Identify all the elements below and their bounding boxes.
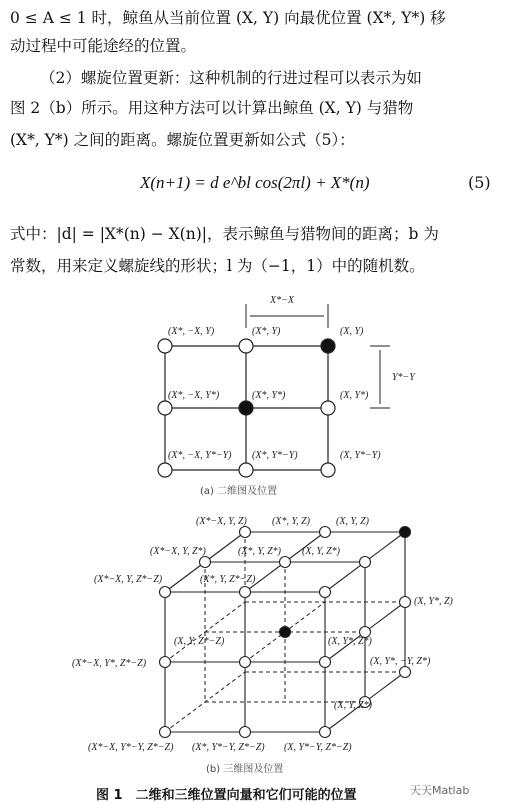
figure-caption: 图 1 二维和三维位置向量和它们可能的位置 [96, 788, 357, 803]
paragraph-line: 图 2（b）所示。用这种方法可以计算出鲸鱼 (X, Y) 与猎物 [10, 99, 414, 117]
node-label: (X*, Y*−Y, Z*−Z) [192, 742, 265, 753]
node-label: (X, Y*, Z) [414, 596, 453, 607]
node-label: (X*, Y*) [252, 390, 286, 401]
node-label: (X*, Y, Z*−Z) [200, 574, 256, 585]
dim-side-label: Y*−Y [392, 372, 415, 383]
node-label: (X*, Y, Z*) [238, 546, 281, 557]
node-label: (X, Y) [340, 326, 364, 337]
node-label: (X*, −X, Y*) [168, 390, 220, 401]
paragraph-line: 常数，用来定义螺旋线的形状；l 为（−1，1）中的随机数。 [10, 257, 425, 275]
paragraph-line: （2）螺旋位置更新：这种机制的行进过程可以表示为如 [40, 69, 422, 87]
watermark: 天天Matlab [410, 784, 470, 797]
paragraph-line: 动过程中可能途经的位置。 [10, 37, 197, 55]
node-label: (X*−X, Y, Z*−Z) [94, 574, 163, 585]
node-label: (X, Y*−Y, Z*−Z) [284, 742, 352, 753]
node-label: (X*−X, Y*−Y, Z*−Z) [88, 742, 174, 753]
node-label: (X, Y*−Y) [340, 450, 381, 461]
node-label: (X*, Y, Z) [272, 516, 310, 527]
node-label: (X*, −X, Y) [168, 326, 215, 337]
paragraph-line: 式中：|d| = |X*(n) − X(n)|，表示鲸鱼与猎物间的距离；b 为 [10, 225, 439, 243]
caption-a: (a) 二维图及位置 [200, 486, 278, 497]
equation-number: (5) [468, 173, 491, 192]
caption-b: (b) 三维图及位置 [206, 764, 284, 775]
dim-top-label: X*−X [270, 295, 294, 306]
node-label: (X, Y, Z*) [302, 546, 340, 557]
node-label: (X*−X, Y, Z) [196, 516, 247, 527]
equation: X(n+1) = d e^bl cos(2πl) + X*(n) [140, 173, 370, 192]
node-label: (X*, Y) [252, 326, 281, 337]
node-label: (X*, −X, Y*−Y) [168, 450, 232, 461]
node-label: (X*, Y*−Y) [252, 450, 298, 461]
node-label: (X, Y, Z*) [334, 700, 372, 711]
node-label: (X*−X, Y*, Z*−Z) [72, 658, 147, 669]
paragraph-line: 0 ≤ A ≤ 1 时，鲸鱼从当前位置 (X, Y) 向最优位置 (X*, Y*) 移 [10, 9, 446, 27]
node-label: (X, Y*, Z*) [328, 636, 372, 647]
node-label: (X, Y*) [340, 390, 369, 401]
node-label: (X*−X, Y, Z*) [150, 546, 206, 557]
node-label: (X, Y, Z) [336, 516, 369, 527]
paragraph-line: (X*, Y*) 之间的距离。螺旋位置更新如公式（5）： [10, 131, 355, 149]
node-label: (X, Y, Z*−Z) [174, 636, 225, 647]
node-label: (X, Y*, −Y, Z*) [370, 656, 431, 667]
